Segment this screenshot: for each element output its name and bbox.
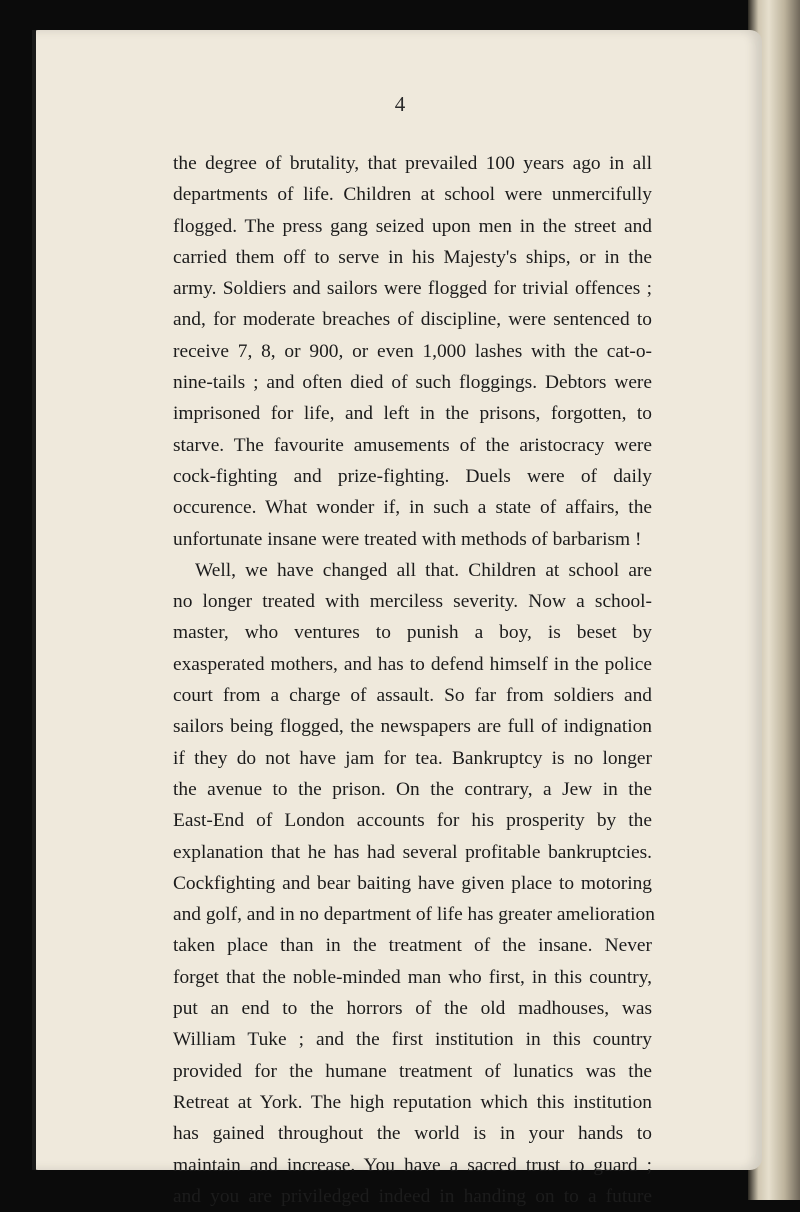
text-line: imprisoned for life, and left in the prisons, forgotten, to xyxy=(173,403,652,425)
text-line: taken place than in the treatment of the insane. Never xyxy=(173,935,652,957)
text-line: Well, we have changed all that. Children at school are xyxy=(195,559,652,581)
text-line: no longer treated with merciless severity. Now a school- xyxy=(173,591,652,613)
text-line: exasperated mothers, and has to defend himself in the police xyxy=(173,653,652,675)
text-line: nine-tails ; and often died of such floggings. Debtors were xyxy=(173,372,652,394)
page-gutter-edge xyxy=(32,30,36,1170)
text-line: the degree of brutality, that prevailed 100 years ago in all xyxy=(173,153,652,174)
text-line: forget that the noble-minded man who first, in this country, xyxy=(173,966,652,988)
text-line: maintain and increase. You have a sacred trust to guard ; xyxy=(173,1154,652,1176)
text-line: has gained throughout the world is in your hands to xyxy=(173,1123,652,1145)
text-line: East-End of London accounts for his prosperity by the xyxy=(173,810,652,832)
text-line: and you are priviledged indeed in handing on to a future xyxy=(173,1185,652,1207)
text-line: departments of life. Children at school were unmercifully xyxy=(173,184,652,206)
page-number: 4 xyxy=(394,92,406,116)
text-line: carried them off to serve in his Majesty's ships, or in the xyxy=(173,246,652,268)
text-line: army. Soldiers and sailors were flogged for trivial offences ; xyxy=(173,278,652,300)
text-line: occurence. What wonder if, in such a state of affairs, the xyxy=(173,497,652,519)
text-line: cock-fighting and prize-fighting. Duels were of daily xyxy=(173,465,652,487)
body-text xyxy=(173,148,655,1212)
text-line: unfortunate insane were treated with methods of barbarism ! xyxy=(173,528,642,550)
text-line: receive 7, 8, or 900, or even 1,000 lashes with the cat-o- xyxy=(173,340,652,362)
text-line: Cockfighting and bear baiting have given place to motoring xyxy=(173,872,652,894)
text-line: the avenue to the prison. On the contrary, a Jew in the xyxy=(173,778,652,800)
text-line: starve. The favourite amusements of the aristocracy were xyxy=(173,434,652,456)
text-line: if they do not have jam for tea. Bankruptcy is no longer xyxy=(173,747,652,769)
text-line: put an end to the horrors of the old madhouses, was xyxy=(173,998,652,1020)
text-line: and, for moderate breaches of discipline, were sentenced to xyxy=(173,309,652,331)
text-line: provided for the humane treatment of lunatics was the xyxy=(173,1060,652,1082)
text-line: and golf, and in no department of life has greater amelioration xyxy=(173,904,655,926)
text-line: explanation that he has had several profitable bankruptcies. xyxy=(173,841,652,863)
text-line: William Tuke ; and the first institution in this country xyxy=(173,1029,652,1051)
text-line: Retreat at York. The high reputation which this institution xyxy=(173,1091,652,1113)
text-line: court from a charge of assault. So far from soldiers and xyxy=(173,685,652,707)
text-line: flogged. The press gang seized upon men in the street and xyxy=(173,215,652,237)
text-line: master, who ventures to punish a boy, is beset by xyxy=(173,622,652,644)
text-line: sailors being flogged, the newspapers are full of indignation xyxy=(173,716,652,738)
